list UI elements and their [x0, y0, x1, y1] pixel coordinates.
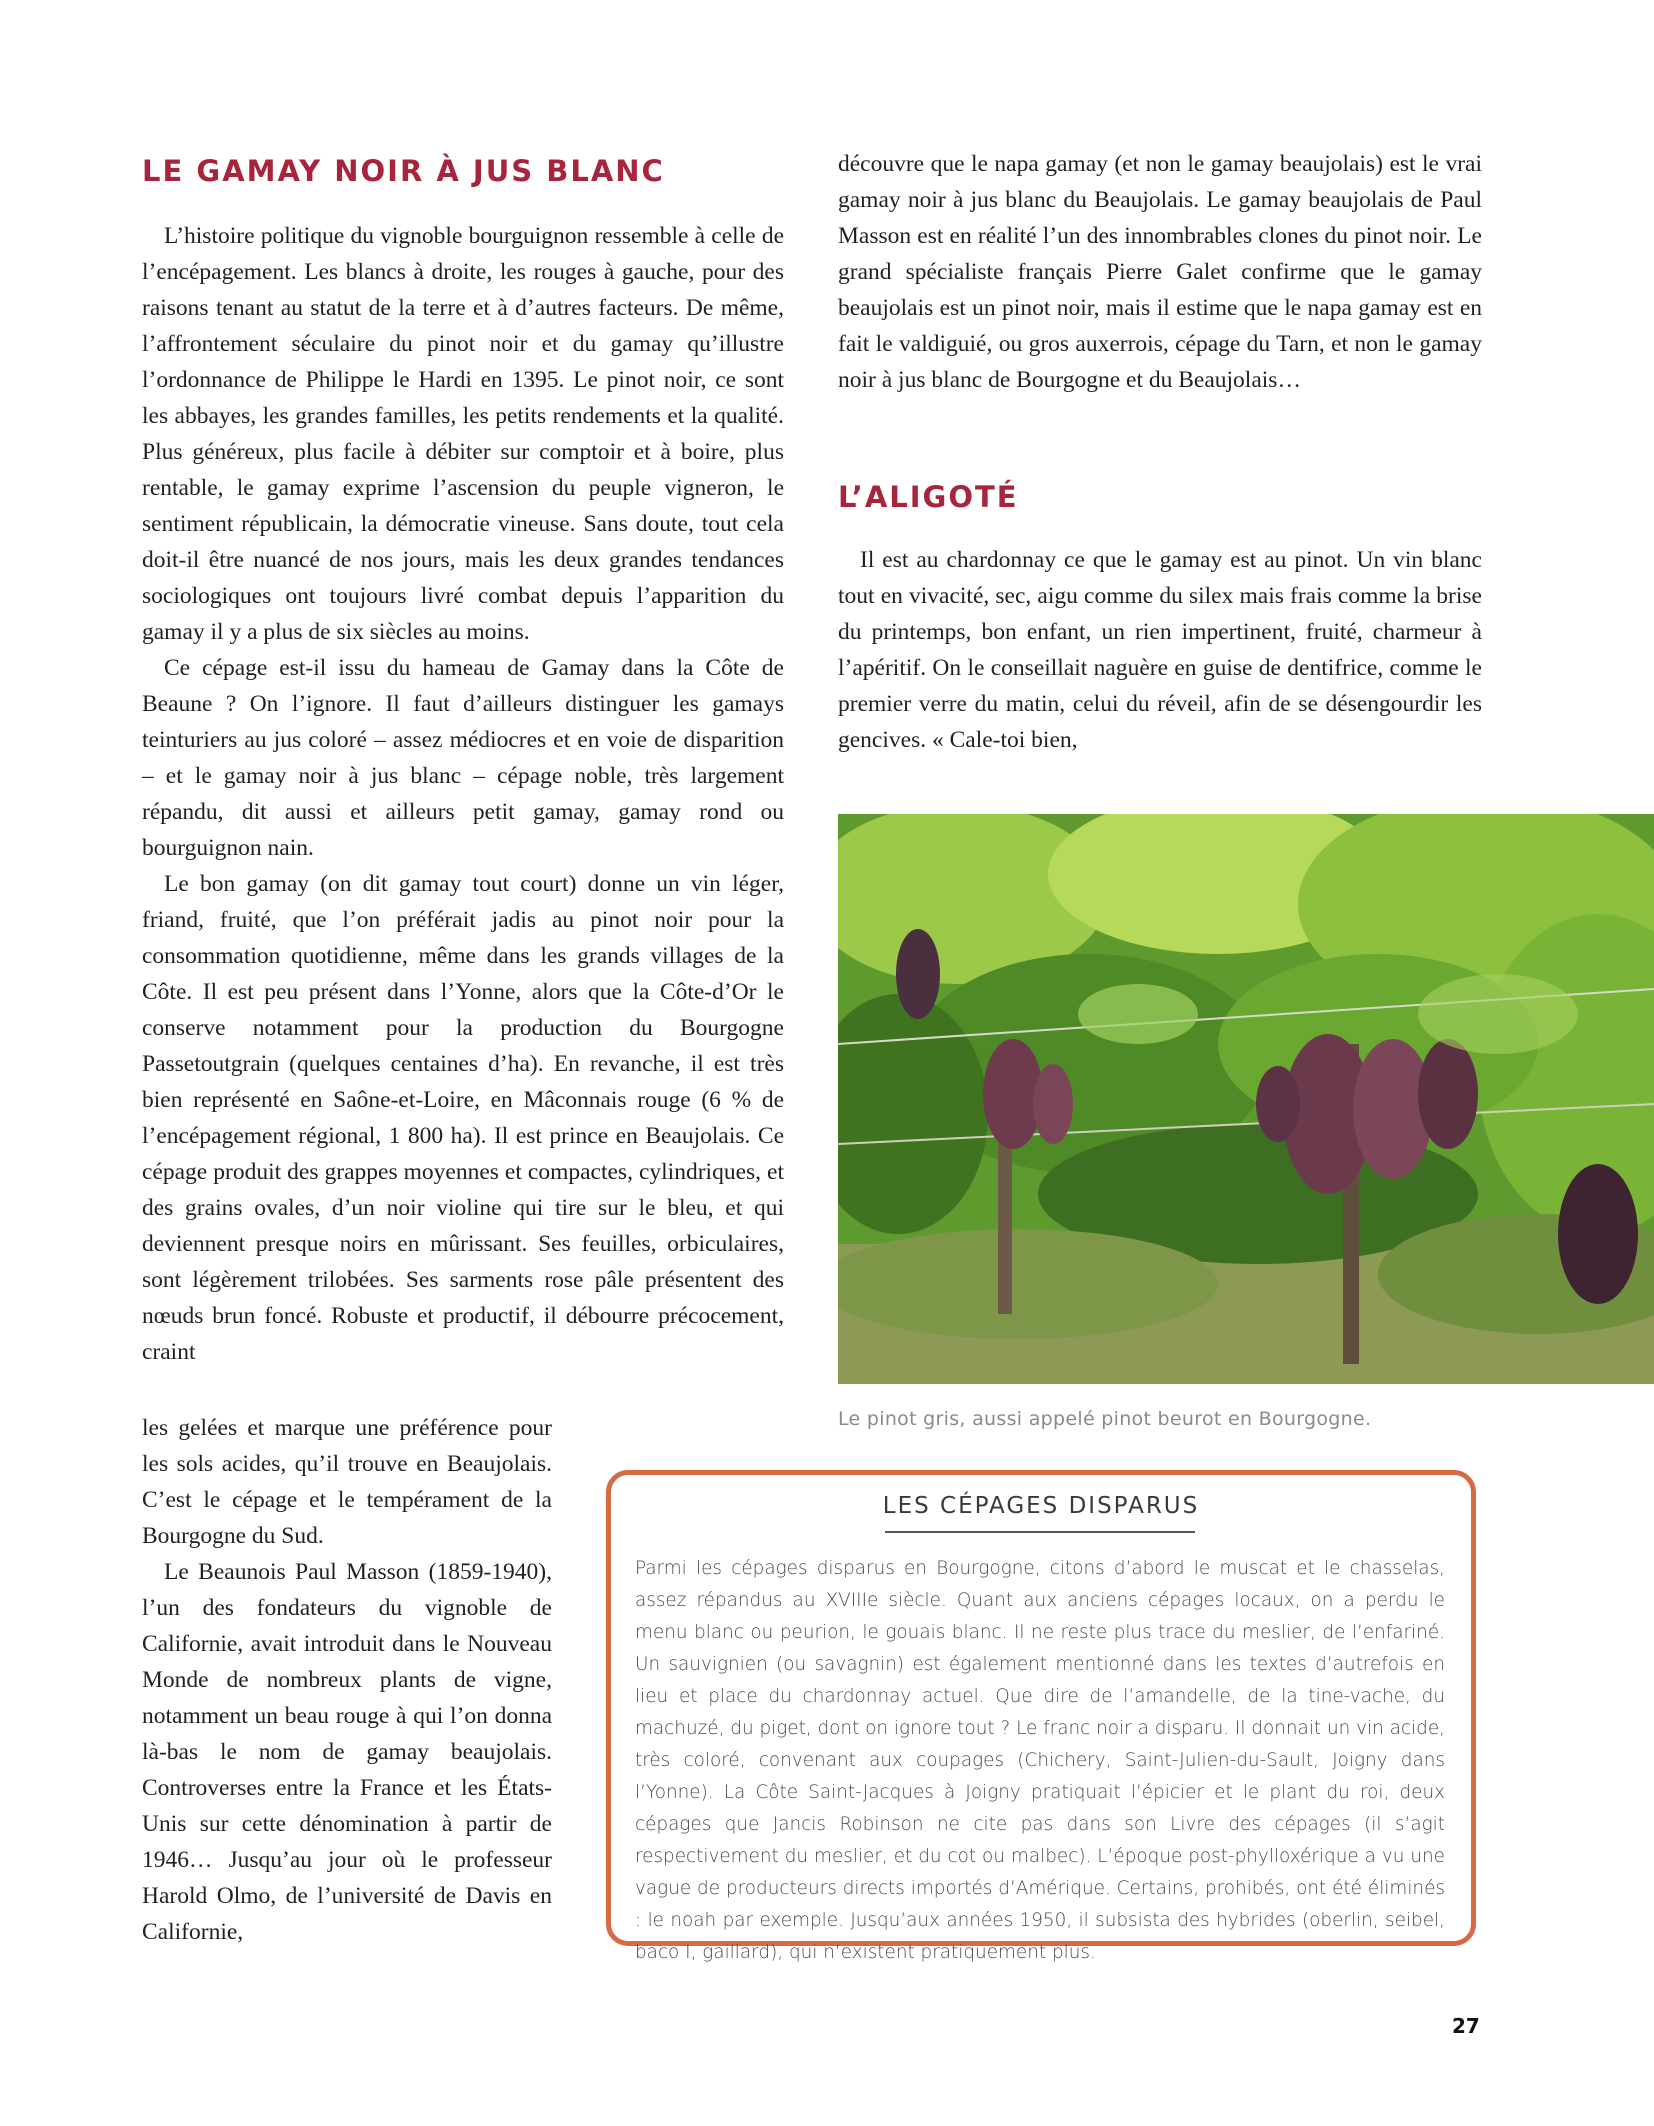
section-heading-aligote: L’ALIGOTÉ [838, 480, 1019, 514]
sidebar-title-rule [885, 1531, 1195, 1533]
sidebar-box [606, 1470, 1476, 1963]
sidebar-text: Parmi les cépages disparus en Bourgogne, citons d’abord le muscat et le chasselas, assez répandus au XVIIIe siècle. Quant aux anciens cépages locaux, on a perdu le menu blanc ou peurion, le gouais blanc. Il ne reste plus trace du meslier, de l’enfariné. Un sauvignien (ou savagnin) est également mentionné dans les textes d’autrefois en lieu et place du chardonnay actuel. Que dire de l’amandelle, de la tine-vache, du machuzé, du piget, dont on ignore tout ? Le franc noir a disparu. Il donnait un vin acide, très coloré, convenant aux coupages (Chichery, Saint-Julien-du-Sault, Joigny dans l’Yonne). La Côte Saint-Jacques à Joigny pratiquait l’épicier et le plant du roi, deux cépages que Jancis Robinson ne cite pas dans son Livre des cépages (il s’agit respectivement du meslier, et du cot ou malbec). L’époque post-phylloxérique a vu une vague de producteurs directs importés d’Amérique. Certains, prohibés, ont été éliminés : le noah par exemple. Jusqu’aux années 1950, il subsista des hybrides (oberlin, seibel, baco I, gaillard), qui n’existent pratiquement plus. [635, 1558, 1445, 1963]
paragraph: L’histoire politique du vignoble bourguignon ressemble à celle de l’encépagement. Les blancs à droite, les rouges à gauche, pour des raisons tenant au statut de la terre et à d’autres facteurs. De même, l’affrontement séculaire du pinot noir et du gamay qu’illustre l’ordonnance de Philippe le Hardi en 1395. Le pinot noir, ce sont les abbayes, les grandes familles, les petits rendements et la qualité. Plus généreux, plus facile à débiter sur comptoir et à boire, plus rentable, le gamay exprime l’ascension du peuple vigneron, le sentiment républicain, la démocratie vineuse. Sans doute, tout cela doit-il être nuancé de nos jours, mais les deux grandes tendances sociologiques ont toujours livré combat depuis l’apparition du gamay il y a plus de six siècles au moins. [142, 223, 784, 645]
section-heading-gamay: LE GAMAY NOIR À JUS BLANC [142, 154, 665, 188]
left-column-narrow [142, 1410, 552, 1950]
paragraph: découvre que le napa gamay (et non le gamay beaujolais) est le vrai gamay noir à jus blanc du Beaujolais. Le gamay beaujolais de Paul Masson est en réalité l’un des innombrables clones du pinot noir. Le grand spécialiste français Pierre Galet confirme que le gamay beaujolais est un pinot noir, mais il estime que le napa gamay est en fait le valdiguié, ou gros auxerrois, cépage du Tarn, et non le gamay noir à jus blanc de Bourgogne et du Beaujolais… [838, 151, 1482, 393]
paragraph: Ce cépage est-il issu du hameau de Gamay dans la Côte de Beaune ? On l’ignore. Il faut d’ailleurs distinguer les gamays teinturiers au jus coloré – assez médiocres et en voie de disparition – et le gamay noir à jus blanc – cépage noble, très largement répandu, dit aussi et ailleurs petit gamay, gamay rond ou bourguignon nain. [142, 655, 784, 861]
page-number: 27 [1452, 2014, 1480, 2038]
paragraph: Le bon gamay (on dit gamay tout court) donne un vin léger, friand, fruité, que l’on préférait jadis au pinot noir pour la consommation quotidienne, même dans les grands villages de la Côte. Il est peu présent dans l’Yonne, alors que la Côte-d’Or le conserve notamment pour la production du Bourgogne Passetoutgrain (quelques centaines d’ha). En revanche, il est très bien représenté en Saône-et-Loire, en Mâconnais rouge (6 % de l’encépagement régional, 1 800 ha). Il est prince en Beaujolais. Ce cépage produit des grappes moyennes et compactes, cylindriques, et des grains ovales, d’un noir violine qui tire sur le bleu, et qui deviennent presque noirs en mûrissant. Ses feuilles, orbiculaires, sont légèrement trilobées. Ses sarments rose pâle présentent des nœuds brun foncé. Robuste et productif, il débourre précocement, craint [142, 871, 784, 1365]
paragraph: les gelées et marque une préférence pour les sols acides, qu’il trouve en Beaujolais. C’est le cépage et le tempérament de la Bourgogne du Sud. [142, 1415, 552, 1549]
vineyard-grapes-photo [838, 814, 1654, 1384]
paragraph: Il est au chardonnay ce que le gamay est au pinot. Un vin blanc tout en vivacité, sec, aigu comme du silex mais frais comme la brise du printemps, bon enfant, un rien impertinent, fruité, charmeur à l’apéritif. On le conseillait naguère en guise de dentifrice, comme le premier verre du matin, celui du réveil, afin de se désengourdir les gencives. « Cale-toi bien, [838, 547, 1482, 753]
right-column-aligote [838, 542, 1482, 758]
sidebar-title: LES CÉPAGES DISPARUS [882, 1493, 1200, 1519]
photo-caption: Le pinot gris, aussi appelé pinot beurot en Bourgogne. [838, 1408, 1372, 1430]
grape-vine-illustration [838, 814, 1654, 1384]
paragraph: Le Beaunois Paul Masson (1859-1940), l’un des fondateurs du vignoble de Californie, avait introduit dans le Nouveau Monde de nombreux plants de vigne, notamment un beau rouge à qui l’on donna là-bas le nom de gamay beaujolais. Controverses entre la France et les États-Unis sur cette dénomination à partir de 1946… Jusqu’au jour où le professeur Harold Olmo, de l’université de Davis en Californie, [142, 1559, 552, 1945]
left-column-top [142, 218, 784, 1370]
right-column-top [838, 146, 1482, 398]
